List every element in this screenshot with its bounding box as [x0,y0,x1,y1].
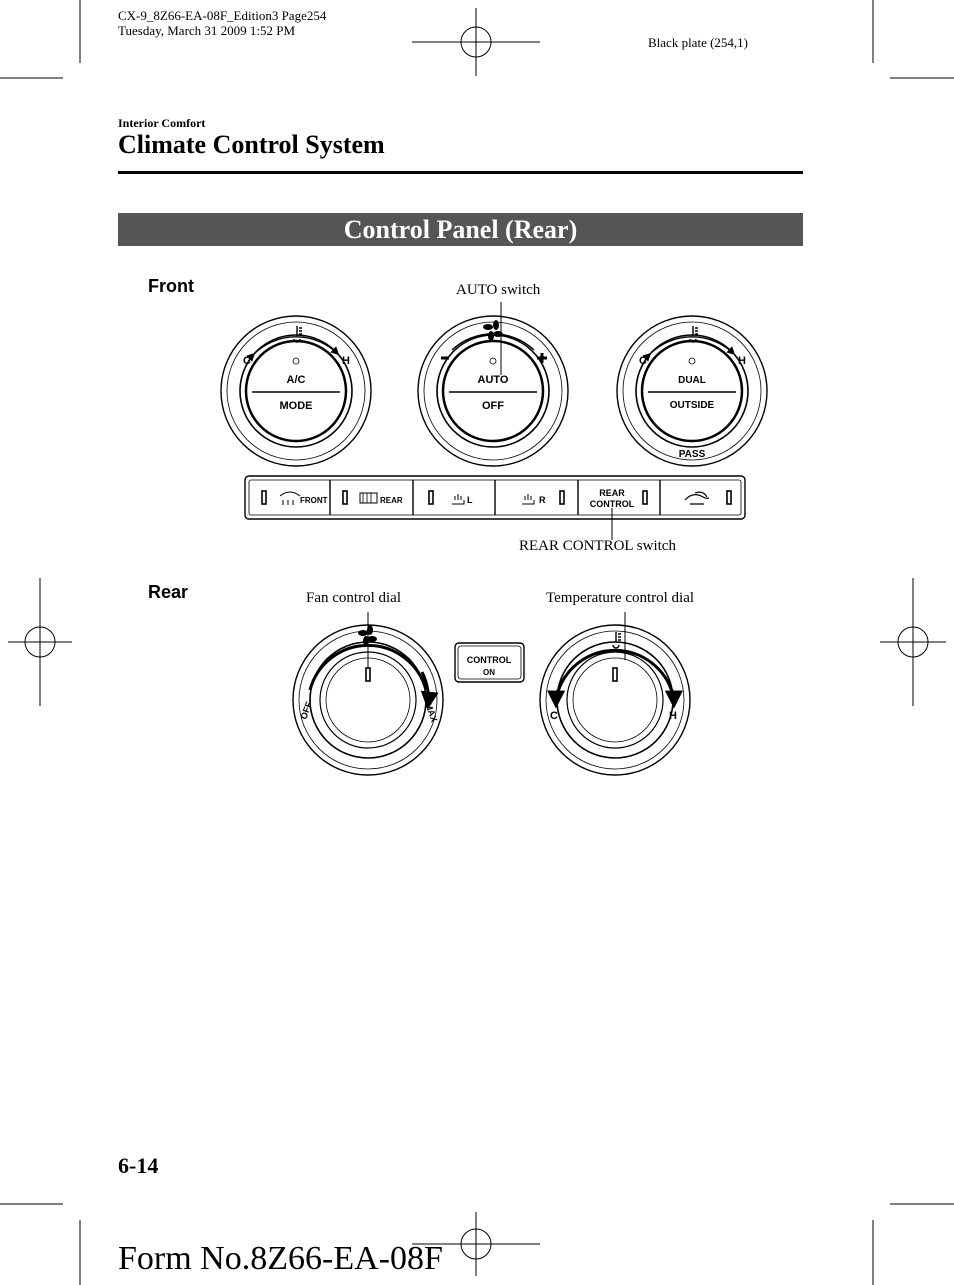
rear-control-switch-callout: REAR CONTROL switch [519,538,676,554]
front-center-dial-labels [478,374,509,412]
print-header-line1: CX-9_8Z66-EA-08F_Edition3 Page254 [118,8,327,23]
thermometer-icon [613,632,621,648]
page-title: Climate Control System [118,130,385,159]
ac-button[interactable]: A/C [286,374,306,386]
section-banner: Control Panel (Rear) [118,213,803,246]
mode-button[interactable]: MODE [279,400,313,412]
off-button[interactable]: OFF [482,400,504,412]
seat-heater-left-icon [452,494,464,504]
recirculation-icon [685,492,709,504]
rear-panel-labels [298,655,677,723]
title-rule [118,171,803,174]
front-left-dial [221,316,371,466]
rear-defrost-button[interactable]: REAR [380,496,403,505]
control-on-button-line2[interactable]: ON [483,668,495,677]
left-dial-hot-label: H [342,355,350,367]
rear-control-button-line2[interactable]: CONTROL [589,499,635,509]
section-label: Interior Comfort [118,116,206,130]
seat-heater-right-button[interactable]: R [539,495,546,505]
registration-marks [8,8,946,1276]
plate-label: Black plate (254,1) [648,35,748,50]
left-dial-cold-label: C [243,355,251,367]
front-label: Front [148,276,194,296]
fan-icon [483,320,503,341]
front-button-strip [245,476,745,540]
rear-label: Rear [148,582,189,602]
right-dial-cold-label: C [639,355,647,367]
temperature-control-dial [540,612,690,775]
outside-button[interactable]: OUTSIDE [669,400,715,411]
auto-button[interactable]: AUTO [477,374,509,386]
temperature-control-dial-callout: Temperature control dial [546,590,695,606]
fan-off-label: OFF [298,700,315,721]
fan-control-dial-callout: Fan control dial [306,590,401,606]
fan-max-label: MAX [423,701,440,724]
dual-button[interactable]: DUAL [678,375,706,386]
rear-defrost-icon [360,493,377,503]
print-header-line2: Tuesday, March 31 2009 1:52 PM [118,23,296,38]
thermometer-icon [690,326,698,342]
fan-control-dial [293,612,443,775]
front-right-dial-labels [639,355,746,460]
form-number: Form No.8Z66-EA-08F [118,1240,443,1277]
front-left-dial-labels [243,355,350,412]
front-right-dial [617,316,767,466]
print-header [118,8,326,38]
auto-switch-callout: AUTO switch [456,282,541,298]
rear-control-button-line1[interactable]: REAR [599,488,625,498]
front-defrost-button[interactable]: FRONT [300,496,328,505]
front-defrost-icon [280,492,300,505]
seat-heater-right-icon [522,494,534,504]
seat-heater-left-button[interactable]: L [467,495,473,505]
pass-label: PASS [678,449,706,460]
rear-panel-illustration [293,612,690,775]
temp-dial-cold-label: C [550,710,558,722]
thermometer-icon [294,326,302,342]
page-number: 6-14 [118,1153,159,1178]
button-strip-labels [300,488,635,509]
control-on-button-line1[interactable]: CONTROL [466,655,512,665]
right-dial-hot-label: H [738,355,746,367]
temp-dial-hot-label: H [669,710,677,722]
